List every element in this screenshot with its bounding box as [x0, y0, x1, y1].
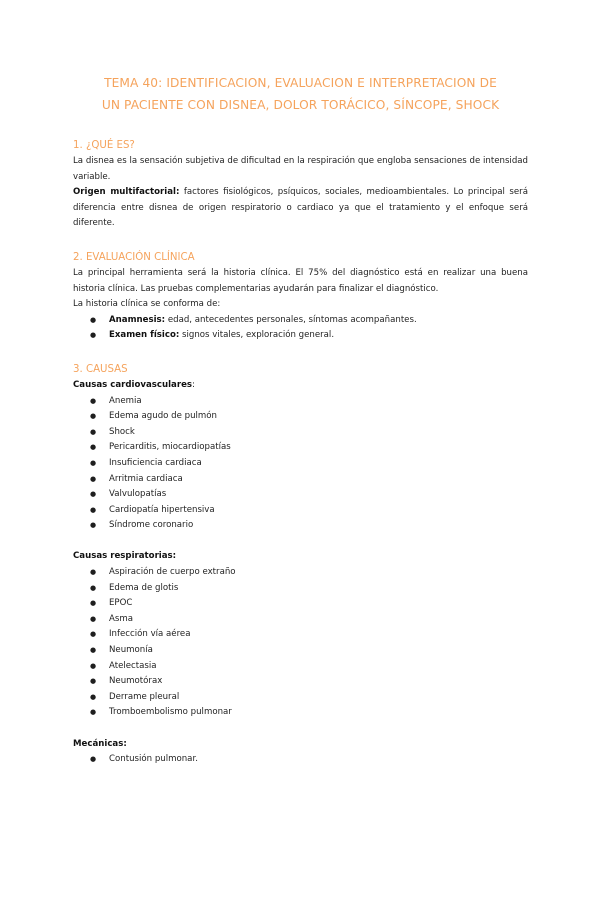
- definition-paragraph: La disnea es la sensación subjetiva de dificultad en la respiración que engloba sensaciones de intensidad variable.: [73, 156, 528, 182]
- list-item: [73, 565, 528, 581]
- list-item: [73, 472, 528, 488]
- item-text: signos vitales, exploración general.: [179, 330, 335, 341]
- list-item-text: Atelectasia: [109, 660, 157, 671]
- item-label: Examen físico:: [109, 330, 180, 341]
- list-item: [73, 643, 528, 659]
- origin-text: factores fisiológicos, psíquicos, sociales, medioambientales. Lo principal será diferencia entre disnea de origen respiratorio o cardiaco ya que el tratamiento y el enfoque será diferente.: [73, 187, 528, 229]
- list-item-text: Anemia: [109, 395, 142, 406]
- list-item: [73, 690, 528, 706]
- list-item-text: EPOC: [109, 598, 133, 609]
- cardio-title-label: Causas cardiovasculares: [73, 379, 193, 390]
- list-item-text: Infección vía aérea: [109, 629, 191, 640]
- list-item-text: Contusión pulmonar.: [109, 754, 198, 765]
- bullet-icon: ●: [90, 677, 97, 686]
- list-item: [73, 518, 528, 534]
- list-item: [73, 503, 528, 519]
- bullet-icon: ●: [90, 412, 97, 421]
- list-item-text: Síndrome coronario: [109, 520, 194, 531]
- resp-list: [73, 565, 528, 721]
- list-item-text: Arritmia cardiaca: [109, 473, 183, 484]
- list-item-text: Derrame pleural: [109, 691, 180, 702]
- bullet-icon: ●: [90, 331, 97, 340]
- list-item-text: Valvulopatías: [109, 489, 167, 500]
- bullet-icon: ●: [90, 443, 97, 452]
- list-item: [73, 440, 528, 456]
- bullet-icon: ●: [90, 755, 97, 764]
- bullet-icon: ●: [90, 708, 97, 717]
- bullet-icon: ●: [90, 646, 97, 655]
- cardio-list: [73, 394, 528, 534]
- list-item: [73, 487, 528, 503]
- section-heading-causas: 3. CAUSAS: [73, 363, 128, 375]
- bullet-icon: ●: [90, 599, 97, 608]
- bullet-icon: ●: [90, 474, 97, 483]
- resp-title: [73, 549, 528, 565]
- bullet-icon: ●: [90, 396, 97, 405]
- bullet-icon: ●: [90, 490, 97, 499]
- page-title: [73, 72, 528, 116]
- list-item: [73, 674, 528, 690]
- list-item: [73, 752, 528, 768]
- mec-list: [73, 752, 528, 768]
- bullet-icon: ●: [90, 661, 97, 670]
- list-item-text: Neumonía: [109, 645, 153, 656]
- list-item-text: Shock: [109, 426, 135, 437]
- item-label: Anamnesis:: [109, 314, 166, 325]
- list-item: [73, 581, 528, 597]
- item-text: edad, antecedentes personales, síntomas acompañantes.: [165, 314, 417, 325]
- bullet-icon: ●: [90, 568, 97, 577]
- document-page: [0, 72, 600, 920]
- list-item: [73, 409, 528, 425]
- history-list: [73, 313, 528, 344]
- list-item: [73, 659, 528, 675]
- mec-title: [73, 737, 528, 753]
- bullet-icon: ●: [90, 427, 97, 436]
- list-item: [73, 627, 528, 643]
- list-item: [73, 394, 528, 410]
- list-item-text: Cardiopatía hipertensiva: [109, 504, 215, 515]
- list-item: [73, 313, 528, 329]
- list-item: [73, 328, 528, 344]
- cardio-title-suffix: :: [192, 379, 195, 390]
- title-line-1: TEMA 40: IDENTIFICACION, EVALUACION E INTERPRETACION DE: [104, 76, 497, 90]
- evaluation-paragraph: La principal herramienta será la historia clínica. El 75% del diagnóstico está en realizar una buena historia clínica. Las pruebas complementarias ayudarán para finalizar el diagnóstico.: [73, 267, 528, 294]
- list-item-text: Neumotórax: [109, 676, 163, 687]
- section-heading-evaluacion: 2. EVALUACIÓN CLÍNICA: [73, 251, 195, 263]
- list-item: [73, 612, 528, 628]
- list-item-text: Tromboembolismo pulmonar: [109, 707, 232, 718]
- list-item-text: Edema de glotis: [109, 582, 179, 593]
- bullet-icon: ●: [90, 505, 97, 514]
- bullet-icon: ●: [90, 583, 97, 592]
- list-item-text: Asma: [109, 613, 133, 624]
- list-item-text: Aspiración de cuerpo extraño: [109, 567, 236, 578]
- list-item-text: Edema agudo de pulmón: [109, 411, 217, 422]
- bullet-icon: ●: [90, 458, 97, 467]
- list-item: [73, 596, 528, 612]
- list-item: [73, 425, 528, 441]
- bullet-icon: ●: [90, 315, 97, 324]
- list-item-text: Pericarditis, miocardiopatías: [109, 442, 231, 453]
- bullet-icon: ●: [90, 692, 97, 701]
- history-intro: La historia clínica se conforma de:: [73, 299, 221, 310]
- origin-label: Origen multifactorial:: [73, 187, 180, 198]
- resp-title-label: Causas respiratorias:: [73, 551, 177, 562]
- bullet-icon: ●: [90, 630, 97, 639]
- cardio-title: [73, 378, 528, 394]
- mec-title-label: Mecánicas:: [73, 738, 127, 749]
- list-item: [73, 456, 528, 472]
- bullet-icon: ●: [90, 614, 97, 623]
- list-item: [73, 705, 528, 721]
- bullet-icon: ●: [90, 521, 97, 530]
- section-heading-que-es: 1. ¿QUÉ ES?: [73, 140, 135, 151]
- list-item-text: Insuficiencia cardiaca: [109, 457, 202, 468]
- origin-paragraph: [73, 185, 528, 232]
- title-line-2: UN PACIENTE CON DISNEA, DOLOR TORÁCICO, SÍNCOPE, SHOCK: [101, 98, 500, 112]
